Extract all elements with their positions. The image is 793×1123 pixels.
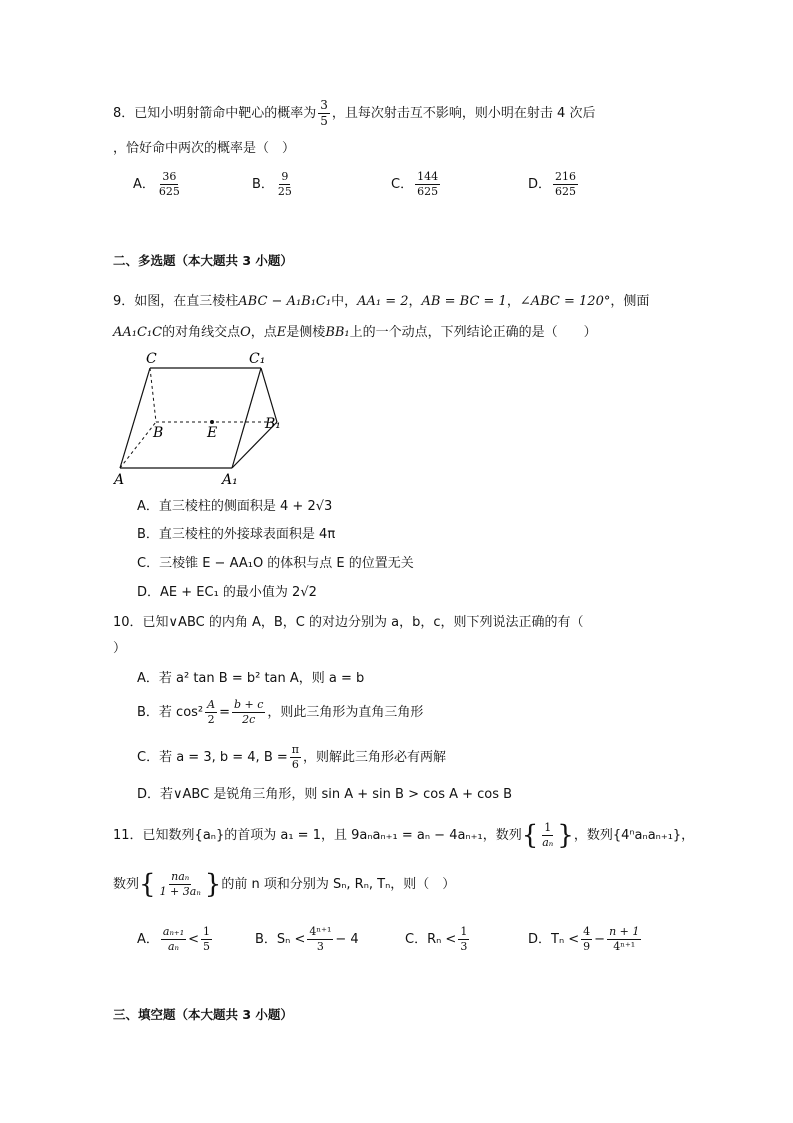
- q8-line2: ，恰好命中两次的概率是（ ）: [113, 141, 296, 156]
- right-brace: }: [204, 869, 222, 900]
- q11-option-a: A． $\frac{\text{aₙ₊₁}}{\text{aₙ}}$ < $\frac{1}{5}$: [137, 925, 211, 954]
- left-brace: {: [521, 820, 539, 851]
- left-brace: {: [139, 869, 156, 900]
- q8-option-c: C． $\frac{144}{625}$: [391, 170, 439, 199]
- q11-option-c: C．Rₙ < $\frac{1}{3}$: [405, 925, 468, 954]
- q9-line1: 9．如图，在直三棱柱ABC − A₁B₁C₁中，AA₁ = 2，AB = BC = 1，∠ABC = 120°，侧面: [113, 294, 650, 309]
- edge-ab-hidden: [120, 422, 156, 468]
- q8-stem-continued: ，且每次射击互不影响，则小明在射击 4 次后: [331, 106, 596, 122]
- q10-line2: ）: [113, 641, 127, 656]
- q10-line1: 10．已知∨ABC 的内角 A，B，C 的对边分别为 a，b，c，则下列说法正确的有（: [113, 615, 584, 630]
- q9-option-c: C．三棱锥 E − AA₁O 的体积与点 E 的位置无关: [137, 556, 414, 571]
- label-c1: C₁: [249, 351, 266, 367]
- label-e: E: [207, 425, 218, 441]
- right-brace: }: [557, 820, 574, 851]
- q8-option-a: A． $\frac{36}{625}$: [133, 170, 180, 199]
- q9-option-b: B．直三棱柱的外接球表面积是 4π: [137, 527, 336, 542]
- label-b1: B₁: [265, 416, 281, 432]
- prism-figure: [110, 350, 290, 488]
- label-a: A: [114, 472, 125, 488]
- point-e: [210, 420, 214, 424]
- label-b: B: [153, 425, 164, 441]
- section-heading-fill-in: 三、填空题（本大题共 3 小题）: [113, 1007, 293, 1022]
- edge-c1b1: [261, 368, 277, 422]
- q10-option-d: D．若∨ABC 是锐角三角形，则 sin A + sin B > cos A + cos B: [137, 787, 513, 802]
- q8-option-b: B． $\frac{9}{25}$: [252, 170, 292, 199]
- q8-probability-fraction: $\frac{3}{5}$: [320, 98, 328, 129]
- q8-stem: 8．已知小明射箭命中靶心的概率为: [113, 106, 317, 122]
- q9-line2: AA₁C₁C的对角线交点O，点E是侧棱BB₁上的一个动点，下列结论正确的是（ ）: [113, 325, 597, 340]
- label-c: C: [146, 351, 157, 367]
- q10-option-b: B．若 cos² $\frac{A}{2}$ = $\frac{b + c}{2c}$ ，则此三角形为直角三角形: [137, 698, 424, 727]
- q11-option-b: B．Sₙ < $\frac{\text{4ⁿ⁺¹}}{3}$ − 4: [255, 925, 359, 954]
- edge-cb-hidden: [150, 368, 156, 422]
- q10-option-a: A．若 a² tan B = b² tan A，则 a = b: [137, 671, 365, 686]
- section-heading-multiple-choice: 二、多选题（本大题共 3 小题）: [113, 253, 293, 268]
- q8-option-d: D． $\frac{216}{625}$: [528, 170, 577, 199]
- q9-option-a: A．直三棱柱的侧面积是 4 + 2√3: [137, 499, 333, 514]
- label-a1: A₁: [222, 472, 238, 488]
- edge-ac: [120, 368, 150, 468]
- q9-option-d: D．AE + EC₁ 的最小值为 2√2: [137, 585, 317, 600]
- q10-option-c: C．若 a = 3, b = 4, B = $\frac{\pi}{6}$ ，则解此三角形必有两解: [137, 743, 447, 772]
- q8-line1: [113, 99, 595, 128]
- q11-line2: 数列{ $\frac{\text{naₙ}}{\text{1 + 3aₙ}}$ }的前 n 项和分别为 Sₙ, Rₙ, Tₙ，则（ ）: [113, 869, 456, 900]
- q11-line1: 11．已知数列{aₙ}的首项为 a₁ = 1，且 9aₙaₙ₊₁ = aₙ − 4aₙ₊₁，数列{ $\frac{1}{\text{aₙ}}$ }，数列{4ⁿaₙaₙ₊₁}，: [113, 820, 695, 851]
- q11-option-d: D．Tₙ < $\frac{4}{9}$ − $\frac{n + 1}{\text{4ⁿ⁺¹}}$: [528, 925, 640, 954]
